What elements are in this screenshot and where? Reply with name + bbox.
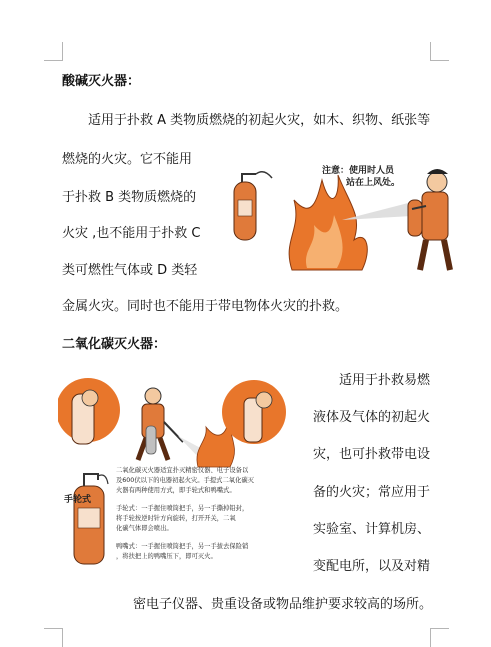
figure-text-line: 鸭嘴式：一手握住喷筒把手，另一手拔去保险销	[116, 543, 249, 550]
figure-text-line: 二氧化碳灭火器适宜扑灭精密仪器、电子设备以	[116, 467, 249, 474]
crop-mark-top-left	[44, 42, 63, 61]
paragraph-line: 实验室、计算机房、	[313, 522, 431, 537]
paragraph-line: 变配电所，以及对精	[313, 559, 431, 574]
paragraph-line: 于扑救 B 类物质燃烧的	[62, 190, 197, 205]
section-heading-acid-alkali: 酸碱灭火器：	[62, 74, 141, 89]
figure-text-line: 及600伏以下的电器初起火灾。手提式二氧化碳灭	[116, 477, 254, 484]
figure-caption-line: 站在上风处。	[346, 178, 401, 188]
paragraph-line: 灾，也可扑救带电设	[313, 447, 431, 462]
figure-text-line: 化碳气体即会喷出。	[116, 525, 173, 532]
paragraph-line: 金属火灾。同时也不能用于带电物体火灾的扑救。	[62, 299, 349, 314]
crop-mark-top-right	[430, 42, 449, 61]
figure-text-line: 火器有两种使用方式，即手轮式和鸭嘴式。	[116, 487, 236, 494]
paragraph-line: 火灾 ,也不能用于扑救 C	[62, 226, 201, 241]
paragraph-line: 类可燃性气体或 D 类轻	[62, 263, 198, 278]
section-heading-co2: 二氧化碳灭火器：	[62, 337, 167, 352]
paragraph-line: 液体及气体的初起火	[313, 410, 431, 425]
crop-mark-bottom-left	[44, 628, 63, 647]
figure-text-line: 手轮式：一手握住喷筒把手，另一手撕掉铅封，	[116, 505, 249, 512]
paragraph-line: 适用于扑救 A 类物质燃烧的初起火灾，如木、织物、纸张等	[88, 113, 431, 128]
crop-mark-bottom-right	[430, 628, 449, 647]
paragraph-line: 密电子仪器、贵重设备或物品维护要求较高的场所。	[133, 597, 433, 612]
co2-extinguisher-illustration	[58, 372, 288, 570]
figure-text-line: ，将扶把上的鸭嘴压下，即可灭火。	[116, 553, 217, 560]
extinguisher-label: 手轮式	[64, 495, 92, 505]
paragraph-line: 适用于扑救易燃	[339, 373, 431, 388]
figure-caption-line: 注意：使用时人员	[322, 166, 395, 176]
paragraph-line: 备的火灾；常应用于	[313, 485, 431, 500]
paragraph-line: 燃烧的火灾。它不能用	[62, 152, 193, 167]
figure-text-line: 将手轮按逆时针方向旋转，打开开关，二氧	[116, 515, 236, 522]
acid-alkali-extinguisher-illustration	[222, 160, 462, 278]
